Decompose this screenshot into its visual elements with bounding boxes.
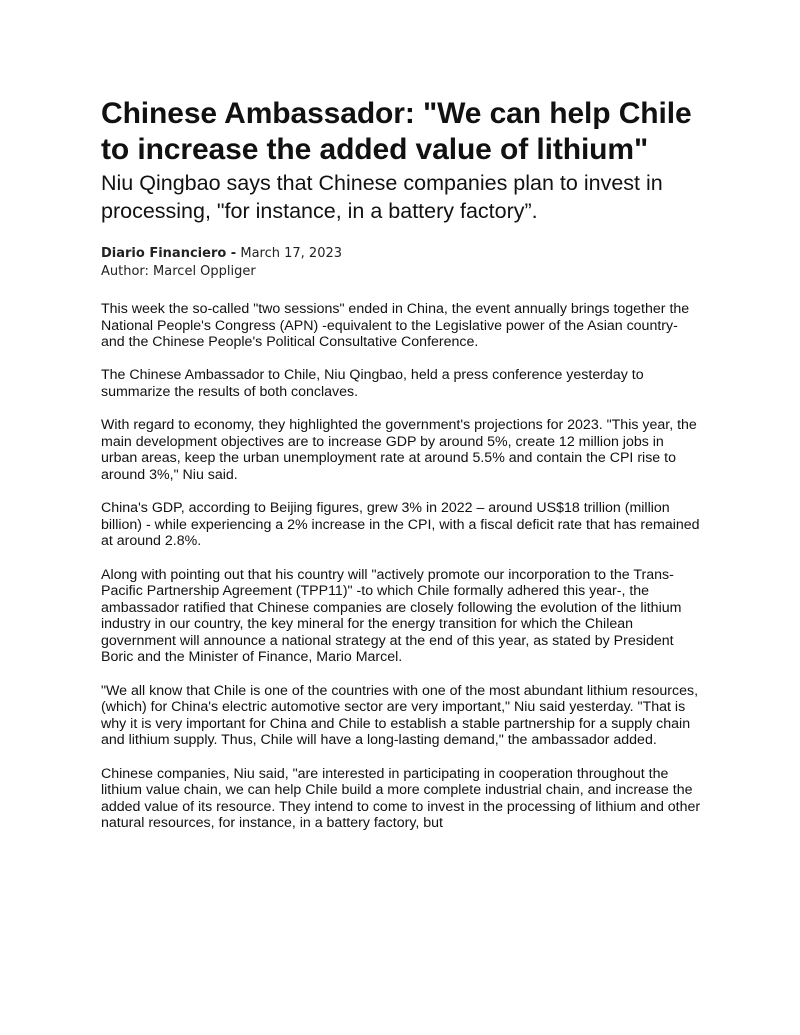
article-paragraph-5: Along with pointing out that his country will "actively promote our incorporation to the Trans-Pacific Partnership Agreement (TPP11)" -to which Chile formally adhered this year-, the ambassador ratified that Chinese companies are closely following the evolution of the lithium industry in our country, the key mineral for the energy transition for which the Chilean government will announce a national strategy at the end of this year, as stated by President Boric and the Minister of Finance, Mario Marcel. bbox=[101, 566, 682, 666]
article-paragraph-7: Chinese companies, Niu said, "are interested in participating in cooperation throughout the lithium value chain, we can help Chile build a more complete industrial chain, and increase the added value of its resource. They intend to come to invest in the processing of lithium and other natural resources, for instance, in a battery factory, but bbox=[101, 765, 701, 832]
article-paragraph-6: "We all know that Chile is one of the countries with one of the most abundant lithium resources, (which) for China's electric automotive sector are very important," Niu said yesterday. "That is why it is very important for China and Chile to establish a stable partnership for a supply chain and lithium supply. Thus, Chile will have a long-lasting demand," the ambassador added. bbox=[101, 682, 699, 749]
article-date: March 17, 2023 bbox=[240, 246, 343, 261]
article-subheadline: Niu Qingbao says that Chinese companies plan to invest in processing, "for instance, in a battery factory”. bbox=[101, 171, 663, 223]
article-paragraph-2: The Chinese Ambassador to Chile, Niu Qingbao, held a press conference yesterday to summarize the results of both conclaves. bbox=[101, 367, 644, 400]
article-source: Diario Financiero - bbox=[101, 246, 237, 261]
article-paragraph-1: This week the so-called "two sessions" ended in China, the event annually brings together the National People's Congress (APN) -equivalent to the Legislative power of the Asian country- and the Chinese People's Political Consultative Conference. bbox=[101, 301, 690, 351]
byline-source-date bbox=[101, 245, 701, 263]
article-body bbox=[101, 301, 701, 832]
article-author: Author: Marcel Oppliger bbox=[101, 264, 256, 279]
article-page bbox=[101, 96, 701, 849]
article-paragraph-3: With regard to economy, they highlighted the government's projections for 2023. "This year, the main development objectives are to increase GDP by around 5%, create 12 million jobs in urban areas, keep the urban unemployment rate at around 5.5% and contain the CPI rise to around 3%," Niu said. bbox=[101, 417, 697, 483]
article-paragraph-4: China's GDP, according to Beijing figures, grew 3% in 2022 – around US$18 trillion (million billion) - while experiencing a 2% increase in the CPI, with a fiscal deficit rate that has remained at around 2.8%. bbox=[101, 500, 700, 550]
article-meta bbox=[101, 245, 701, 281]
article-headline: Chinese Ambassador: "We can help Chile to increase the added value of lithium" bbox=[101, 97, 692, 166]
